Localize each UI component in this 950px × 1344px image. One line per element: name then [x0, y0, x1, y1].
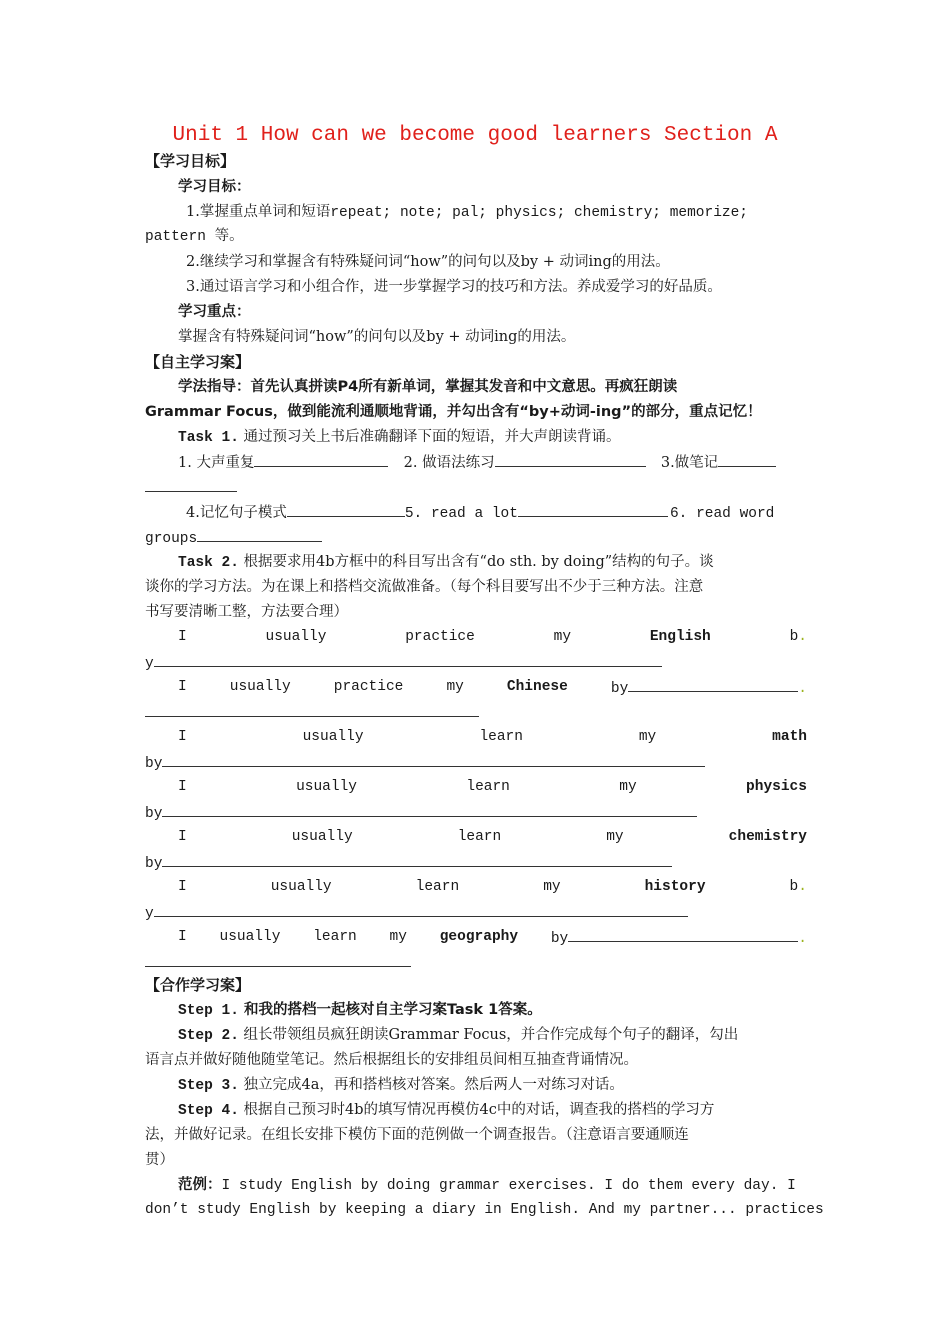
task-1-row-1	[178, 452, 807, 473]
answer-blank-chemistry[interactable]	[162, 852, 672, 867]
step-3	[178, 1075, 807, 1096]
answer-blank-3[interactable]	[718, 452, 776, 467]
step-4-label: Step 4.	[178, 1103, 239, 1119]
task-2-label: Task 2.	[178, 555, 239, 571]
word-by: by	[145, 756, 163, 772]
example-text: I study English by doing grammar exercises. I do them every day. I	[221, 1178, 796, 1194]
step-4-text: 根据自己预习时4b的填写情况再模仿4c中的对话，调查我的搭档的学习方	[243, 1102, 715, 1118]
word-I: I	[178, 829, 187, 845]
word-my: my	[543, 879, 561, 895]
phrase-6: 6. read word	[669, 506, 775, 522]
word-by: by	[550, 931, 569, 947]
goals-label: 学习目标：	[178, 179, 251, 195]
word-my: my	[553, 629, 572, 645]
task-1-text: 通过预习关上书后准确翻译下面的短语，并大声朗读背诵。	[243, 429, 621, 445]
task-2-line-3: 书写要清晰工整，方法要合理）	[145, 604, 348, 620]
step-1	[178, 1000, 807, 1021]
step-3-text: 独立完成4a，再和搭档核对答案。然后两人一对练习对话。	[243, 1077, 624, 1093]
answer-blank-math[interactable]	[162, 752, 705, 767]
word-learn: learn	[457, 829, 502, 845]
word-my: my	[619, 779, 637, 795]
goal-2: 2.继续学习和掌握含有特殊疑问词“how”的问句以及by + 动词ing的用法。	[186, 254, 670, 270]
answer-blank-physics[interactable]	[162, 802, 697, 817]
word-usually: usually	[219, 929, 281, 945]
step-4	[178, 1100, 807, 1121]
subject-geography: geography	[439, 929, 519, 945]
section-heading-self-study: 【自主学习案】	[145, 353, 251, 371]
answer-blank-2[interactable]	[495, 452, 646, 467]
word-I: I	[178, 629, 187, 645]
task-2	[178, 552, 807, 573]
word-usually: usually	[229, 679, 291, 695]
sentence-math-line	[145, 752, 807, 774]
subject-english: English	[649, 629, 711, 645]
word-usually: usually	[302, 729, 364, 745]
task-1-label: Task 1.	[178, 430, 239, 446]
answer-blank-5[interactable]	[518, 502, 668, 517]
step-2	[178, 1025, 807, 1046]
sentence-english: I usually practice my English b.	[178, 629, 807, 645]
step-1-label: Step 1.	[178, 1003, 239, 1019]
word-by: by	[610, 681, 629, 697]
goal-1-text: 1.掌握重点单词和短语	[186, 204, 331, 220]
word-my: my	[389, 929, 407, 945]
focus-label: 学习重点：	[178, 304, 251, 320]
word-usually: usually	[270, 879, 332, 895]
phrase-3: 3.做笔记	[660, 455, 719, 471]
word-learn: learn	[313, 929, 357, 945]
sentence-math	[178, 727, 807, 747]
subject-chinese: Chinese	[506, 679, 568, 695]
task-2-text: 根据要求用4b方框中的科目写出含有“do sth. by doing”结构的句子。谈	[243, 554, 714, 570]
step-2-label: Step 2.	[178, 1028, 239, 1044]
sentence-physics-line	[145, 802, 807, 824]
answer-blank-1[interactable]	[254, 452, 388, 467]
word-learn: learn	[415, 879, 460, 895]
goal-1-words: repeat; note; pal; physics; chemistry; memorize;	[330, 205, 749, 221]
step-1-text: 和我的搭档一起核对自主学习案Task 1答案。	[243, 1002, 542, 1018]
word-I: I	[178, 929, 187, 945]
task-1-row-2	[186, 502, 807, 524]
goal-1	[186, 202, 807, 223]
step-3-label: Step 3.	[178, 1078, 239, 1094]
study-guide-line-1: 学法指导：首先认真拼读P4所有新单词，掌握其发音和中文意思。再疯狂朗读	[178, 379, 678, 395]
sentence-geography: I usually learn my geography by .	[178, 929, 807, 947]
sentence-history: I usually learn my history b.	[178, 879, 807, 895]
word-by: by	[145, 806, 163, 822]
word-y: y	[145, 656, 154, 672]
answer-blank-6[interactable]	[197, 527, 322, 542]
task-1-row-3	[145, 527, 807, 549]
phrase-2: 2. 做语法练习	[403, 455, 495, 471]
word-usually: usually	[265, 629, 327, 645]
word-y: y	[145, 906, 154, 922]
word-I: I	[178, 879, 187, 895]
word-I: I	[178, 679, 187, 695]
word-my: my	[446, 679, 464, 695]
subject-math: math	[772, 729, 807, 745]
goal-1-continued: pattern 等。	[145, 229, 244, 245]
answer-blank-history[interactable]	[154, 902, 688, 917]
word-my: my	[638, 729, 657, 745]
study-guide-line-2: Grammar Focus，做到能流利通顺地背诵，并勾出含有“by+动词-ing”的部分，重点记忆！	[145, 404, 762, 420]
subject-chemistry: chemistry	[728, 829, 807, 845]
step-4-line-2: 法，并做好记录。在组长安排下模仿下面的范例做一个调查报告。（注意语言要通顺连	[145, 1127, 689, 1143]
step-2-text: 组长带领组员疯狂朗读Grammar Focus，并合作完成每个句子的翻译，勾出	[243, 1027, 739, 1043]
answer-blank-english[interactable]	[154, 652, 662, 667]
phrase-5: 5. read a lot	[404, 506, 518, 522]
answer-blank-geography[interactable]	[568, 927, 798, 942]
answer-blank-3-continued[interactable]	[145, 491, 237, 492]
example-label: 范例：	[178, 1177, 222, 1193]
word-usually: usually	[291, 829, 353, 845]
subject-history: history	[644, 879, 706, 895]
answer-blank-chinese-continued[interactable]	[145, 716, 479, 717]
word-b: b	[789, 879, 799, 895]
word-practice: practice	[405, 629, 475, 645]
answer-blank-geography-continued[interactable]	[145, 966, 411, 967]
section-heading-cooperative: 【合作学习案】	[145, 976, 251, 994]
word-b: b	[789, 629, 799, 645]
page-title: Unit 1 How can we become good learners Section A	[172, 124, 778, 147]
sentence-english-line	[145, 652, 807, 674]
phrase-4: 4.记忆句子模式	[186, 505, 287, 521]
word-learn: learn	[466, 779, 510, 795]
word-I: I	[178, 779, 187, 795]
section-heading-goals: 【学习目标】	[145, 152, 236, 170]
word-usually: usually	[296, 779, 357, 795]
example	[178, 1175, 807, 1196]
sentence-chinese: I usually practice my Chinese by .	[178, 679, 807, 697]
answer-blank-chinese[interactable]	[628, 677, 798, 692]
sentence-chemistry	[178, 827, 807, 847]
answer-blank-4[interactable]	[287, 502, 405, 517]
word-learn: learn	[479, 729, 523, 745]
sentence-history-line	[145, 902, 807, 924]
word-by: by	[145, 856, 163, 872]
goal-3: 3.通过语言学习和小组合作，进一步掌握学习的技巧和方法。养成爱学习的好品质。	[186, 279, 722, 295]
task-1	[178, 427, 807, 448]
phrase-1: 1. 大声重复	[178, 455, 255, 471]
focus-text: 掌握含有特殊疑问词“how”的问句以及by + 动词ing的用法。	[178, 329, 576, 345]
step-2-line-2: 语言点并做好随他随堂笔记。然后根据组长的安排组员间相互抽查背诵情况。	[145, 1052, 638, 1068]
step-4-line-3: 贯）	[145, 1152, 174, 1168]
sentence-physics	[178, 777, 807, 797]
subject-physics: physics	[746, 779, 807, 795]
word-my: my	[606, 829, 624, 845]
example-line-2: don’t study English by keeping a diary in English. And my partner... practices	[145, 1202, 824, 1218]
sentence-chemistry-line	[145, 852, 807, 874]
word-I: I	[178, 729, 187, 745]
phrase-6-continued: groups	[145, 531, 198, 547]
task-2-line-2: 谈你的学习方法。为在课上和搭档交流做准备。（每个科目要写出不少于三种方法。注意	[145, 579, 704, 595]
word-practice: practice	[333, 679, 404, 695]
